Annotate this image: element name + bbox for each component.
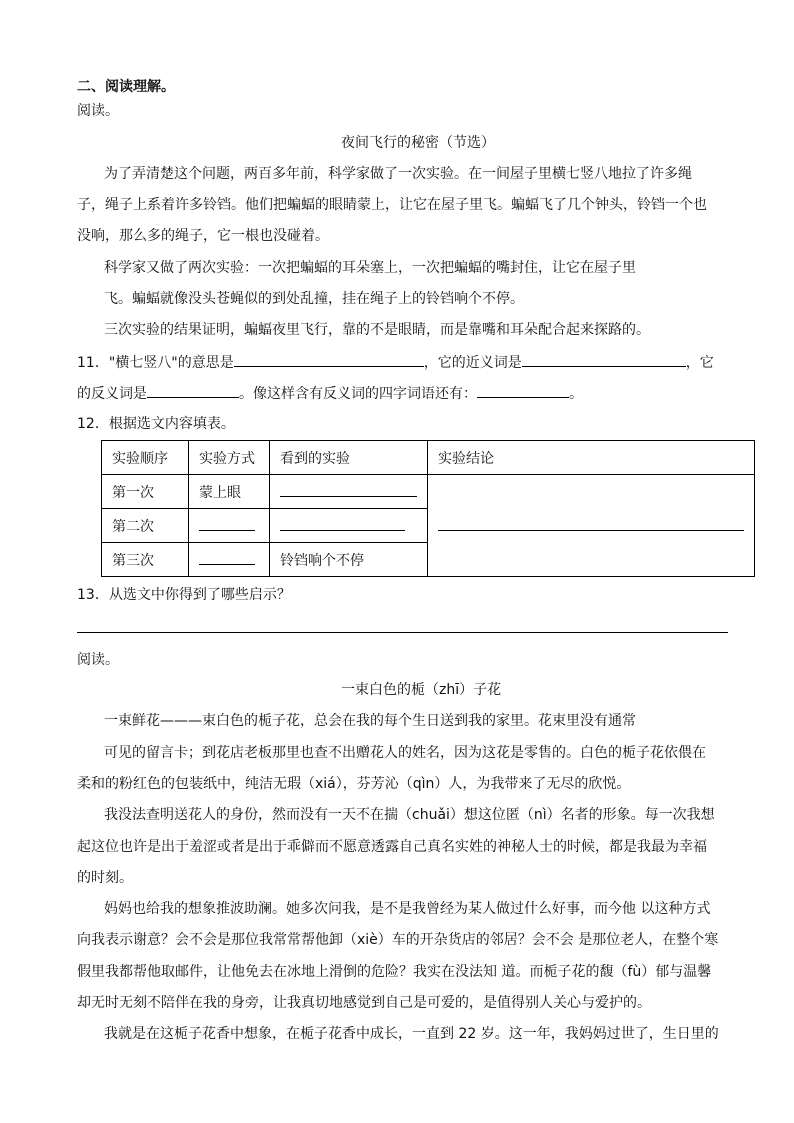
- order-cell: 第二次: [102, 509, 189, 543]
- q11-synonym-blank[interactable]: [522, 352, 686, 367]
- q11-text: 的反义词是: [77, 386, 147, 402]
- passage2-prompt: 阅读。: [77, 652, 119, 668]
- passage1-line: 科学家又做了两次实验：一次把蝙蝠的耳朵塞上，一次把蝙蝠的嘴封住，让它在屋子里: [104, 260, 636, 276]
- q11-antonym-blank[interactable]: [147, 383, 239, 398]
- passage2-line: 起这位也许是出于羞涩或者是出于乖僻而不愿意透露自己真名实姓的神秘人士的时候，都是我最为幸福: [77, 839, 707, 855]
- passage2-line: 可见的留言卡；到花店老板那里也查不出赠花人的姓名，因为这花是零售的。白色的栀子花依偎在: [104, 745, 706, 761]
- table-row: [102, 475, 755, 509]
- conclusion-cell: [428, 475, 755, 577]
- passage2-line: 妈妈也给我的想象推波助澜。她多次问我，是不是我曾经为某人做过什么好事，而今他 以这种方式: [104, 901, 711, 917]
- q13-answer-line[interactable]: [77, 632, 728, 633]
- question-12-prompt: 12．根据选文内容填表。: [77, 416, 235, 432]
- seen-blank[interactable]: [280, 516, 405, 531]
- seen-cell: [270, 475, 428, 509]
- passage2-line: 却无时无刻不陪伴在我的身旁，让我真切地感觉到自己是可爱的，是值得别人关心与爱护的。: [77, 995, 651, 1011]
- passage2-line: 我没法查明送花人的身份，然而没有一天不在揣（chuǎi）想这位匿（nì）名者的形象。每一次我想: [104, 807, 715, 823]
- passage1-line: 三次实验的结果证明，蝙蝠夜里飞行，靠的不是眼睛，而是靠嘴和耳朵配合起来探路的。: [104, 322, 650, 338]
- header-cell: 实验方式: [189, 441, 270, 475]
- passage2-line: 向我表示谢意？会不会是那位我常常帮他卸（xiè）车的开杂货店的邻居？会不会 是那位老人，在整个寒: [77, 932, 719, 948]
- passage2-line: 假里我都帮他取邮件，让他免去在冰地上滑倒的危险？我实在没法知 道。而栀子花的馥（fù）郁与温馨: [77, 964, 712, 980]
- conclusion-blank[interactable]: [438, 516, 744, 531]
- q11-text: 。: [569, 386, 583, 402]
- experiment-table: [101, 440, 755, 577]
- seen-cell: [270, 509, 428, 543]
- q11-text: 。像这样含有反义词的四字词语还有：: [239, 386, 477, 402]
- order-cell: 第三次: [102, 543, 189, 577]
- passage1-line: 没响，那么多的绳子，它一根也没碰着。: [77, 228, 329, 244]
- seen-cell: 铃铛响个不停: [270, 543, 428, 577]
- q11-idiom-blank[interactable]: [477, 383, 569, 398]
- passage1-title: 夜间飞行的秘密（节选）: [341, 135, 495, 151]
- method-blank[interactable]: [199, 516, 255, 531]
- passage2-line: 一束鲜花———束白色的栀子花，总会在我的每个生日送到我的家里。花束里没有通常: [104, 713, 636, 729]
- q11-text: ，它: [685, 355, 714, 371]
- table-header-row: [102, 441, 755, 475]
- method-cell: [189, 509, 270, 543]
- question-13-prompt: 13．从选文中你得到了哪些启示？: [77, 587, 291, 603]
- passage2-title: 一束白色的栀（zhī）子花: [341, 682, 502, 698]
- q11-meaning-blank[interactable]: [234, 352, 424, 367]
- passage1-line: 飞。蝙蝠就像没头苍蝇似的到处乱撞，挂在绳子上的铃铛响个不停。: [104, 291, 524, 307]
- seen-blank[interactable]: [280, 482, 417, 497]
- method-cell: [189, 543, 270, 577]
- passage2-line: 我就是在这栀子花香中想象，在栀子花香中成长，一直到 22 岁。这一年，我妈妈过世了，生日里的: [104, 1026, 719, 1042]
- order-cell: 第一次: [102, 475, 189, 509]
- question-11-line2: [77, 383, 583, 404]
- q11-text: 11．"横七竖八"的意思是: [77, 355, 234, 371]
- method-cell: 蒙上眼: [189, 475, 270, 509]
- passage1-line: 为了弄清楚这个问题，两百多年前，科学家做了一次实验。在一间屋子里横七竖八地拉了许多绳: [104, 166, 692, 182]
- question-11-line1: [77, 352, 714, 373]
- header-cell: 实验结论: [428, 441, 755, 475]
- section-heading: 二、阅读理解。: [77, 79, 175, 95]
- passage1-prompt: 阅读。: [77, 103, 119, 119]
- passage2-line: 的时刻。: [77, 870, 133, 886]
- header-cell: 实验顺序: [102, 441, 189, 475]
- passage2-line: 柔和的粉红色的包装纸中，纯洁无瑕（xiá），芬芳沁（qìn）人，为我带来了无尽的欣悦。: [77, 776, 631, 792]
- q11-text: ，它的近义词是: [423, 355, 522, 371]
- passage1-line: 子，绳子上系着许多铃铛。他们把蝙蝠的眼睛蒙上，让它在屋子里飞。蝙蝠飞了几个钟头，铃铛一个也: [77, 197, 707, 213]
- header-cell: 看到的实验: [270, 441, 428, 475]
- method-blank[interactable]: [199, 550, 255, 565]
